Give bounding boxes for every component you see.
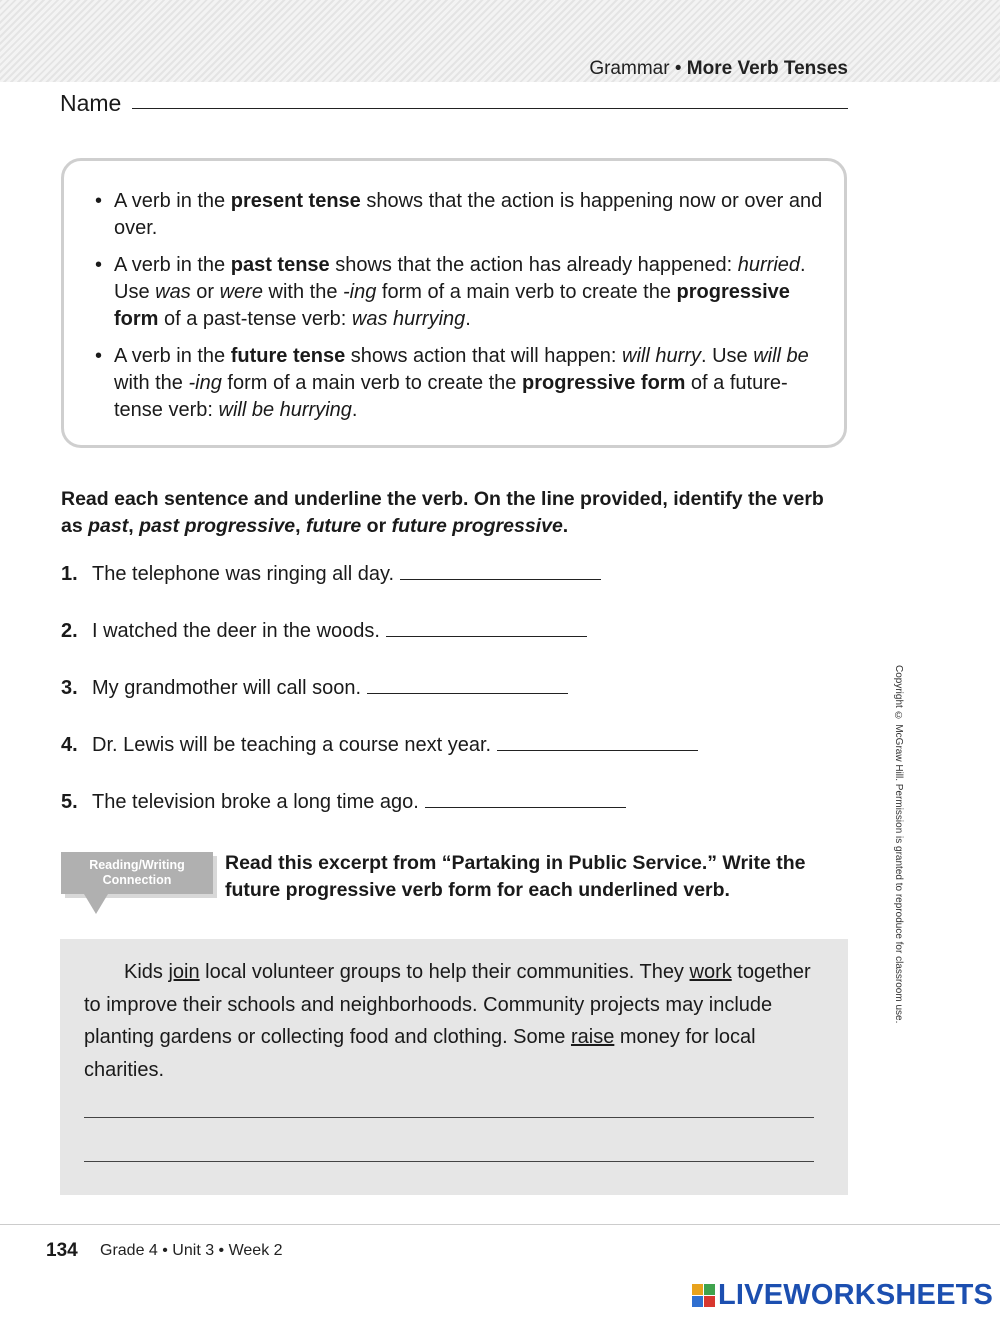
logo-squares-icon <box>692 1284 715 1307</box>
reading-writing-badge: Reading/Writing Connection <box>61 852 213 894</box>
rule-3-segment: of a future-tense verb: <box>114 372 788 421</box>
rule-2-segment: shows that the action has already happened: <box>329 254 738 276</box>
rule-3-segment: will be <box>753 345 809 367</box>
page-number: 134 <box>46 1240 78 1261</box>
answer-line-2[interactable] <box>386 616 587 637</box>
footer-divider <box>0 1224 1000 1225</box>
rule-future-tense: • A verb in the future tense shows action that will happen: will hurry. Use will be with the -ing form of a main verb to create the progressive form of a future-tense verb: will be hurrying. <box>95 345 809 421</box>
rule-3-segment: progressive form <box>521 372 686 394</box>
rule-3-segment: . Use <box>700 345 754 367</box>
rule-1-segment: present tense <box>230 190 361 212</box>
rule-present-tense: • A verb in the present tense shows that the action is happening now or over and over. <box>95 190 823 239</box>
rule-1-segment: A verb in the <box>114 190 231 212</box>
rule-2-segment: past tense <box>230 254 330 276</box>
question-2: 2. I watched the deer in the woods. <box>61 616 587 646</box>
excerpt-text: Kids join local volunteer groups to help their communities. They work together to improve their schools and neighborhoods. Community projects may include planting gardens or collecting food and clothing. Some raise money for local charities. <box>84 961 811 1081</box>
excerpt-box <box>60 939 848 1195</box>
rule-2-segment: A verb in the <box>114 254 231 276</box>
rule-2-segment: form of a main verb to create the <box>376 281 677 303</box>
reading-writing-instructions: Read this excerpt from “Partaking in Public Service.” Write the future progressive verb form for each underlined verb. <box>225 852 806 901</box>
question-4: 4. Dr. Lewis will be teaching a course next year. <box>61 730 698 760</box>
underlined-verb-join: join <box>168 961 200 983</box>
answer-line-5[interactable] <box>425 787 626 808</box>
excerpt-answer-line-2[interactable] <box>84 1161 814 1162</box>
answer-line-1[interactable] <box>400 559 601 580</box>
header-band <box>0 0 1000 82</box>
name-field-line[interactable] <box>132 108 848 109</box>
rule-past-tense: • A verb in the past tense shows that the action has already happened: hurried. Use was or were with the -ing form of a main verb to create the progressive form of a past-tense verb: was hurrying. <box>95 254 806 330</box>
rule-3-segment: A verb in the <box>114 345 231 367</box>
rule-2-segment: of a past-tense verb: <box>158 308 352 330</box>
rule-2-segment: progressive form <box>114 281 790 330</box>
rule-3-segment: future tense <box>230 345 346 367</box>
rule-2-segment: was <box>155 281 191 303</box>
rule-2-segment: with the <box>262 281 344 303</box>
rule-3-segment: -ing <box>188 372 222 394</box>
rule-3-segment: will hurry <box>622 345 701 367</box>
instructions: Read each sentence and underline the verb. On the line provided, identify the verb as past, past progressive, future or future progressive. <box>61 488 824 537</box>
answer-line-3[interactable] <box>367 673 568 694</box>
rule-3-segment: form of a main verb to create the <box>221 372 522 394</box>
grammar-rules-box <box>61 158 847 448</box>
rule-3-segment: with the <box>114 372 189 394</box>
rule-3-segment: will be hurrying <box>218 399 352 421</box>
rule-2-segment: were <box>219 281 263 303</box>
answer-line-4[interactable] <box>497 730 698 751</box>
logo-text: LIVEWORKSHEETS <box>718 1278 994 1311</box>
excerpt-answer-line-1[interactable] <box>84 1117 814 1118</box>
worksheet-header: Grammar • More Verb Tenses <box>589 58 848 79</box>
rule-3-segment: . <box>351 399 358 421</box>
grade-info: Grade 4 • Unit 3 • Week 2 <box>100 1242 283 1259</box>
question-1: 1. The telephone was ringing all day. <box>61 559 601 589</box>
underlined-verb-work: work <box>689 961 732 983</box>
rule-3-segment: shows action that will happen: <box>345 345 623 367</box>
name-label: Name <box>60 90 122 116</box>
badge-pointer <box>84 894 108 914</box>
rule-1-segment: shows that the action is happening now or over and over. <box>114 190 823 239</box>
question-3: 3. My grandmother will call soon. <box>61 673 568 703</box>
rule-2-segment: . <box>465 308 471 330</box>
liveworksheets-logo[interactable] <box>692 1278 993 1312</box>
rule-2-segment: hurried <box>737 254 801 276</box>
rule-2-segment: was hurrying <box>351 308 466 330</box>
question-5: 5. The television broke a long time ago. <box>61 787 626 817</box>
copyright-notice: Copyright © McGraw Hill. Permission is granted to reproduce for classroom use. <box>893 665 904 1024</box>
underlined-verb-raise: raise <box>570 1026 615 1048</box>
rule-2-segment: . Use <box>114 254 806 303</box>
rule-2-segment: -ing <box>343 281 377 303</box>
rule-2-segment: or <box>190 281 220 303</box>
